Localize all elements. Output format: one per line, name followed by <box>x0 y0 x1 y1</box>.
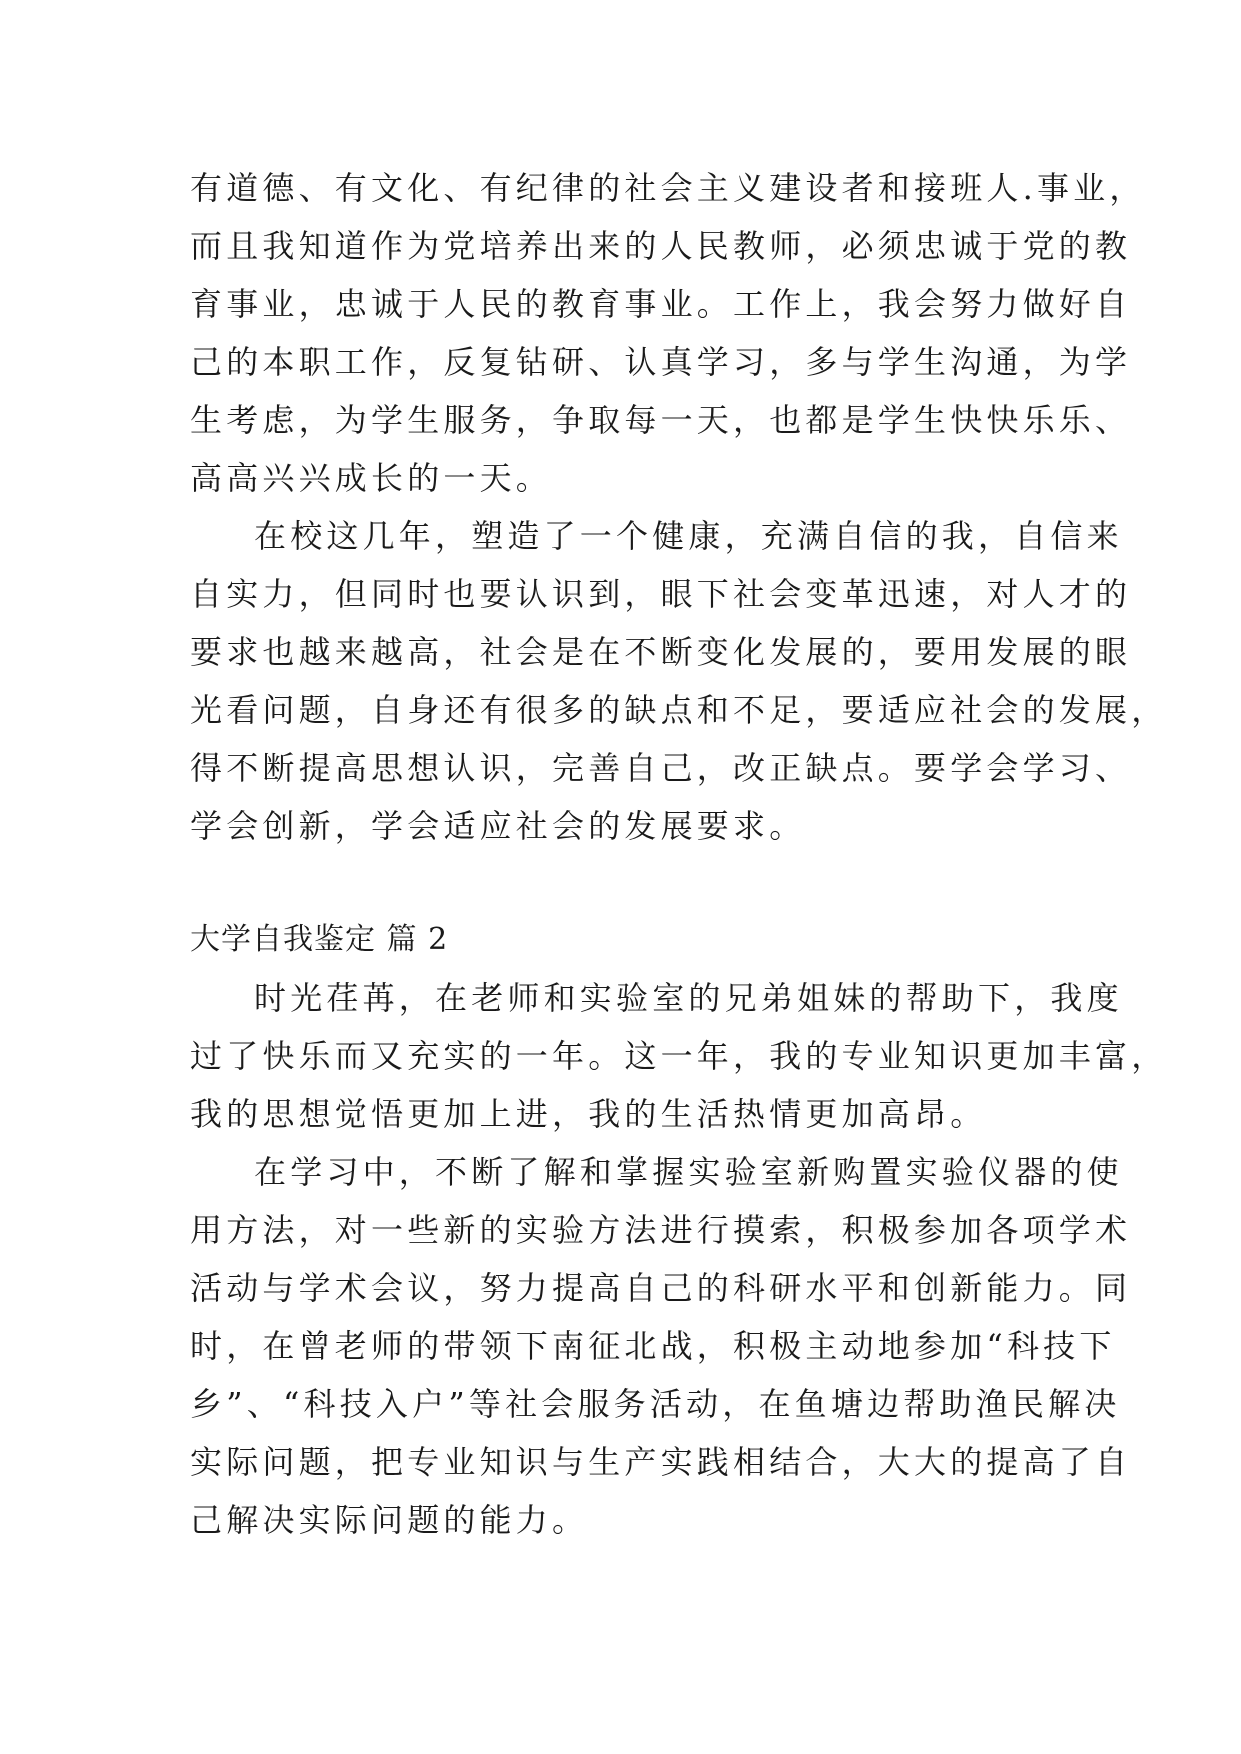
text-line: 用方法，对一些新的实验方法进行摸索，积极参加各项学术 <box>190 1211 1132 1249</box>
text-line: 光看问题，自身还有很多的缺点和不足，要适应社会的发展， <box>190 691 1168 729</box>
text-line: 而且我知道作为党培养出来的人民教师，必须忠诚于党的教 <box>190 227 1132 265</box>
text-line: 时光荏苒，在老师和实验室的兄弟姐妹的帮助下，我度 <box>254 979 1123 1017</box>
text-line: 要求也越来越高，社会是在不断变化发展的，要用发展的眼 <box>190 633 1132 671</box>
text-line: 育事业，忠诚于人民的教育事业。工作上，我会努力做好自 <box>190 285 1132 323</box>
text-line: 时，在曾老师的带领下南征北战，积极主动地参加“科技下 <box>190 1327 1116 1365</box>
text-line: 乡”、“科技入户”等社会服务活动，在鱼塘边帮助渔民解决 <box>190 1385 1121 1423</box>
text-line: 得不断提高思想认识，完善自己，改正缺点。要学会学习、 <box>190 749 1132 787</box>
text-line: 有道德、有文化、有纪律的社会主义建设者和接班人.事业， <box>190 169 1146 207</box>
text-line: 我的思想觉悟更加上进，我的生活热情更加高昂。 <box>190 1095 987 1133</box>
text-line: 在校这几年，塑造了一个健康，充满自信的我，自信来 <box>254 517 1123 555</box>
text-line: 己的本职工作，反复钻研、认真学习，多与学生沟通，为学 <box>190 343 1132 381</box>
text-line: 实际问题，把专业知识与生产实践相结合，大大的提高了自 <box>190 1443 1132 1481</box>
text-line: 生考虑，为学生服务，争取每一天，也都是学生快快乐乐、 <box>190 401 1132 439</box>
section-heading: 大学自我鉴定 篇 2 <box>190 922 449 957</box>
text-line: 自实力，但同时也要认识到，眼下社会变革迅速，对人才的 <box>190 575 1132 613</box>
text-line: 学会创新，学会适应社会的发展要求。 <box>190 807 806 845</box>
text-line: 高高兴兴成长的一天。 <box>190 459 553 497</box>
text-line: 活动与学术会议，努力提高自己的科研水平和创新能力。同 <box>190 1269 1132 1307</box>
text-line: 过了快乐而又充实的一年。这一年，我的专业知识更加丰富， <box>190 1037 1168 1075</box>
text-line: 在学习中，不断了解和掌握实验室新购置实验仪器的使 <box>254 1153 1123 1191</box>
text-line: 己解决实际问题的能力。 <box>190 1501 589 1539</box>
